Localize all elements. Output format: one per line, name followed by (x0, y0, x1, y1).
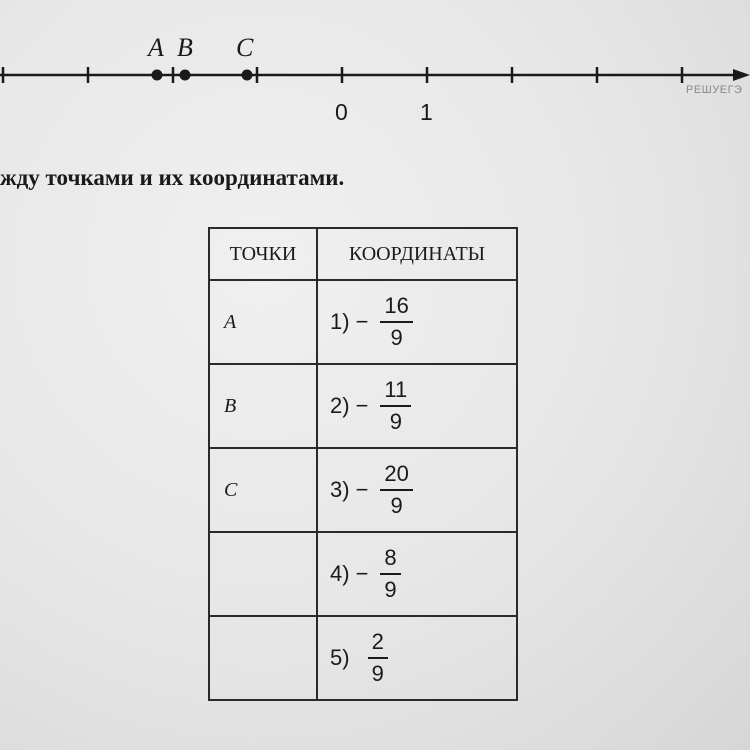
point-a-dot (152, 70, 163, 81)
denominator: 9 (389, 409, 402, 434)
point-c-label: C (236, 33, 254, 62)
coordinate-cell (317, 448, 517, 532)
table-row (209, 364, 517, 448)
option-number: 2) (330, 393, 350, 418)
option-number: 1) (330, 309, 350, 334)
coordinate-cell (317, 364, 517, 448)
matching-table (208, 227, 518, 701)
fraction (368, 627, 388, 689)
tick-label-one: 1 (420, 99, 433, 125)
table-header-row (209, 228, 517, 280)
option-number: 5) (330, 645, 350, 670)
point-c-dot (242, 70, 253, 81)
coordinate-cell (317, 532, 517, 616)
number-line (0, 0, 750, 140)
coordinate-cell (317, 616, 517, 700)
numerator: 8 (380, 543, 400, 575)
point-name: A (224, 311, 237, 333)
header-coordinates: КООРДИНАТЫ (317, 228, 517, 280)
tick-label-zero: 0 (335, 99, 348, 125)
numerator: 20 (380, 459, 412, 491)
table-row (209, 616, 517, 700)
fraction (380, 543, 400, 605)
point-name: B (224, 395, 237, 417)
denominator: 9 (384, 577, 397, 602)
point-name (210, 617, 316, 647)
point-cell (209, 532, 317, 616)
point-cell (209, 616, 317, 700)
watermark: РЕШУЕГЭ (686, 84, 743, 96)
denominator: 9 (371, 661, 384, 686)
minus-sign: − (355, 561, 369, 586)
minus-sign: − (355, 393, 369, 418)
option-number: 3) (330, 477, 350, 502)
minus-sign: − (355, 477, 369, 502)
point-b-label: B (177, 33, 193, 62)
numerator: 2 (368, 627, 388, 659)
instruction-text: жду точками и их координатами. (0, 165, 345, 190)
point-a-label: A (148, 33, 164, 62)
numerator: 11 (380, 375, 411, 407)
table-row (209, 532, 517, 616)
option-number: 4) (330, 561, 350, 586)
denominator: 9 (390, 325, 403, 350)
denominator: 9 (390, 493, 403, 518)
minus-sign: − (355, 309, 369, 334)
point-cell (209, 364, 317, 448)
fraction (380, 375, 411, 437)
point-name (210, 533, 316, 563)
point-cell (209, 280, 317, 364)
fraction (380, 291, 412, 353)
fraction (380, 459, 412, 521)
coordinate-cell (317, 280, 517, 364)
numerator: 16 (380, 291, 412, 323)
point-cell (209, 448, 317, 532)
table-row (209, 448, 517, 532)
header-points: ТОЧКИ (209, 228, 317, 280)
point-b-dot (180, 70, 191, 81)
table-row (209, 280, 517, 364)
point-name: C (224, 479, 238, 501)
number-line-arrow (733, 69, 750, 81)
